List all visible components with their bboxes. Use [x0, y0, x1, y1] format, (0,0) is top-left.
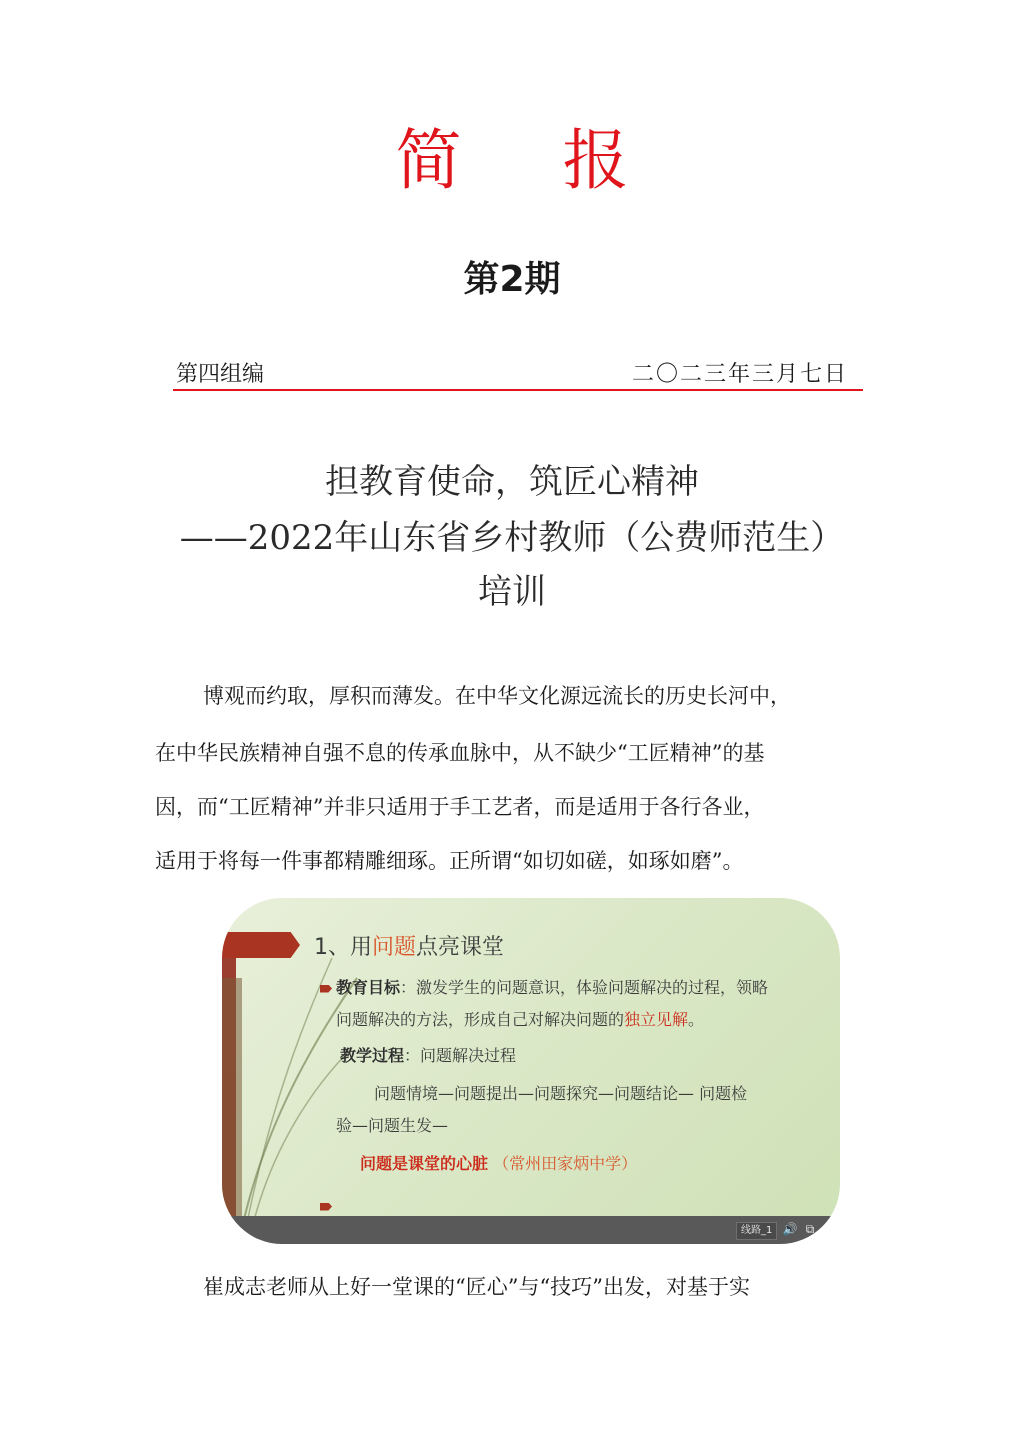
editor-label: 第四组编 — [176, 362, 265, 387]
article-subtitle: ——2022年山东省乡村教师（公费师范生） — [179, 518, 845, 558]
slide-goal: 教育目标：激发学生的问题意识，体验问题解决的过程，领略 — [320, 978, 830, 999]
issue-date: 二〇二三年三月七日 — [631, 362, 848, 387]
arrow-bullet-icon — [320, 985, 332, 993]
slide-flow-continued: 验—问题生发— — [336, 1116, 449, 1135]
issue-number: 第2期 — [463, 259, 561, 300]
article-title: 担教育使命，筑匠心精神 — [325, 462, 699, 502]
article-subtitle-end: 培训 — [478, 572, 546, 612]
fullscreen-icon[interactable]: ▢ — [822, 1222, 834, 1236]
arrow-bullet-icon — [320, 1196, 336, 1215]
slide-heading-ribbon — [222, 932, 300, 958]
slide-flow: 问题情境—问题提出—问题探究—问题结论— 问题检 — [374, 1084, 748, 1103]
paragraph-line: 适用于将每一件事都精雕细琢。正所谓“如切如磋，如琢如磨”。 — [155, 849, 744, 873]
paragraph-line: 因，而“工匠精神”并非只适用于手工艺者，而是适用于各行各业， — [155, 795, 765, 819]
header-divider — [173, 389, 863, 391]
picture-in-picture-icon[interactable]: ⧉ — [805, 1222, 815, 1236]
paragraph-line: 博观而约取，厚积而薄发。在中华文化源远流长的历史长河中， — [203, 684, 791, 708]
slide-heading: 1、用问题点亮课堂 — [314, 935, 505, 960]
slide-key-point: 问题是课堂的心脏 （常州田家炳中学） — [360, 1154, 638, 1173]
slide-process: 教学过程：问题解决过程 — [340, 1046, 517, 1065]
paragraph-line: 在中华民族精神自强不息的传承血脉中，从不缺少“工匠精神”的基 — [155, 741, 765, 765]
masthead-title: 简 报 — [395, 122, 669, 199]
slide-goal-continued: 问题解决的方法，形成自己对解决问题的独立见解。 — [336, 1010, 705, 1029]
paragraph-line: 崔成志老师从上好一堂课的“匠心”与“技巧”出发，对基于实 — [203, 1275, 750, 1299]
slide-screenshot — [222, 898, 840, 1244]
volume-icon[interactable]: 🔊 — [782, 1222, 798, 1236]
line-select-button[interactable]: 线路_1 — [736, 1222, 777, 1240]
